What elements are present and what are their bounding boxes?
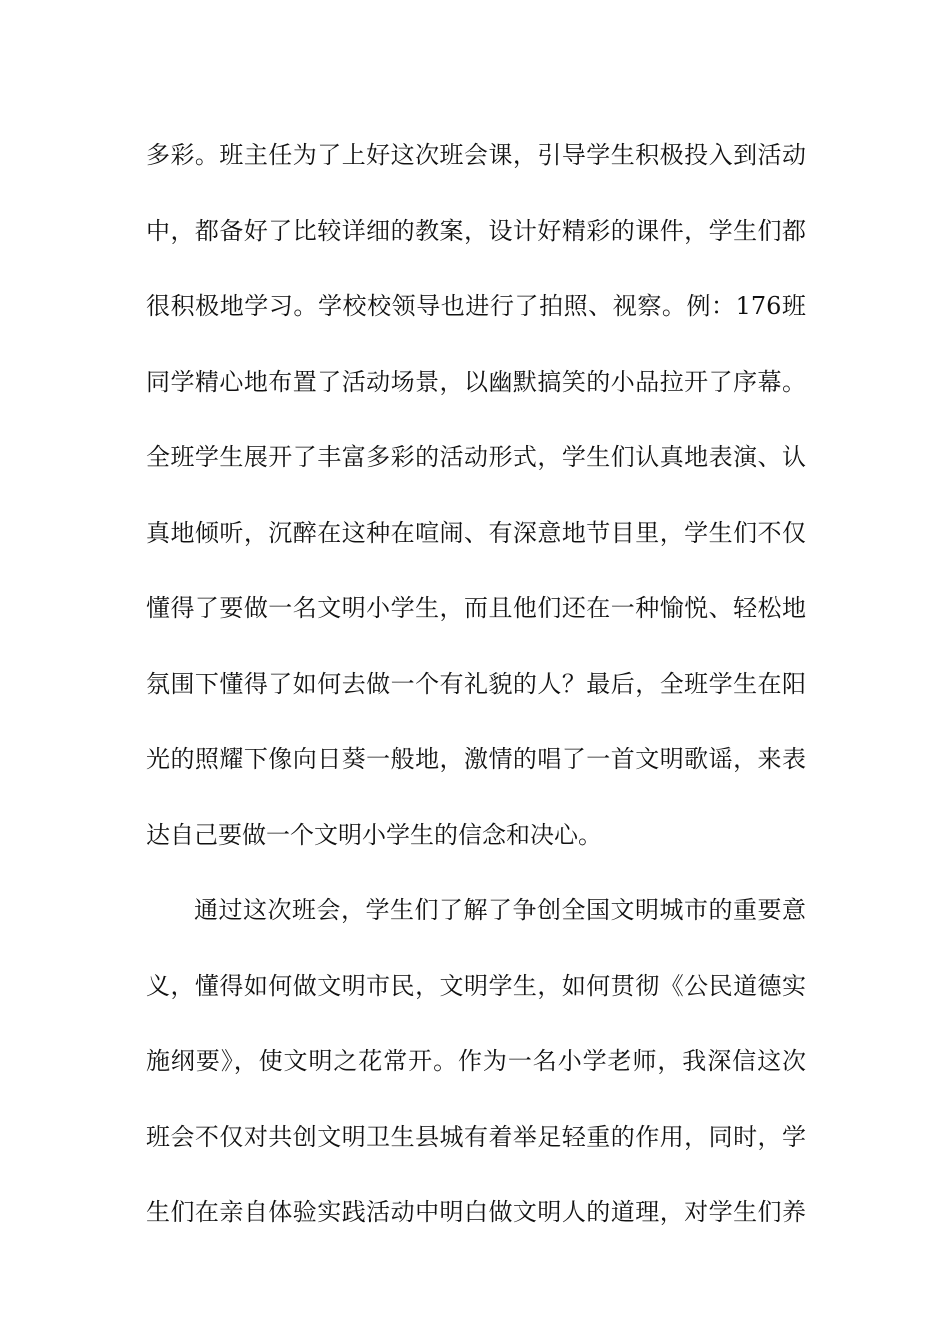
text-line-10: 达自己要做一个文明小学生的信念和决心。: [146, 820, 602, 849]
text-line-15: 生们在亲自体验实践活动中明白做文明人的道理，对学生们养: [146, 1198, 806, 1226]
text-line-11: 通过这次班会，学生们了解了争创全国文明城市的重要意: [194, 896, 806, 924]
document-body: [146, 125, 806, 1258]
text-line-14: 班会不仅对共创文明卫生县城有着举足轻重的作用，同时，学: [146, 1122, 806, 1151]
text-line-3: 很积极地学习。学校校领导也进行了拍照、视察。例：176班: [146, 292, 806, 320]
text-line-2: 中，都备好了比较详细的教案，设计好精彩的课件，学生们都: [146, 216, 806, 245]
text-line-6: 真地倾听，沉醉在这种在喧闹、有深意地节目里，学生们不仅: [146, 518, 806, 547]
text-line-9: 光的照耀下像向日葵一般地，激情的唱了一首文明歌谣，来表: [146, 745, 806, 773]
text-line-8: 氛围下懂得了如何去做一个有礼貌的人？最后，全班学生在阳: [146, 669, 806, 698]
text-line-12: 义，懂得如何做文明市民，文明学生，如何贯彻《公民道德实: [146, 971, 806, 1000]
text-line-5: 全班学生展开了丰富多彩的活动形式，学生们认真地表演、认: [146, 443, 806, 471]
text-line-13: 施纲要》，使文明之花常开。作为一名小学老师，我深信这次: [146, 1047, 806, 1075]
text-line-4: 同学精心地布置了活动场景，以幽默搞笑的小品拉开了序幕。: [146, 367, 806, 396]
text-line-7: 懂得了要做一名文明小学生，而且他们还在一种愉悦、轻松地: [146, 594, 806, 622]
text-line-1: 多彩。班主任为了上好这次班会课，引导学生积极投入到活动: [146, 141, 806, 169]
